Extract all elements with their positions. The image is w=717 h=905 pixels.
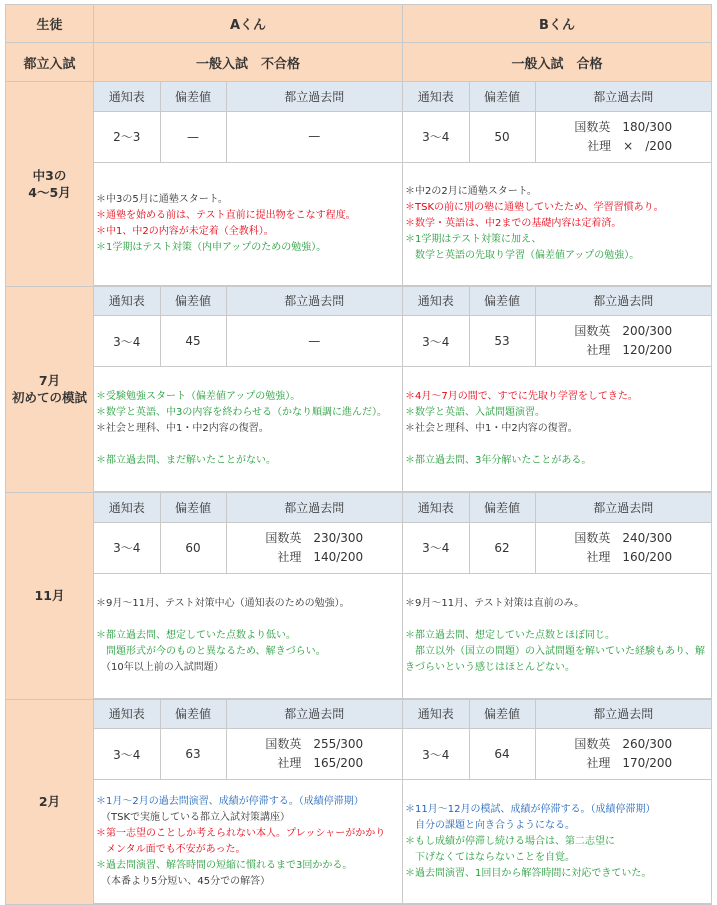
deviation-value: — [160, 111, 226, 162]
report-header: 通知表 [94, 493, 160, 522]
past-exam-value [226, 729, 402, 780]
note-line: 問題形式が今のものと異なるため、解きづらい。 [96, 645, 326, 657]
note-line: ＊1学期はテスト対策（内申アップのための勉強）。 [96, 241, 327, 253]
deviation-value: 63 [160, 729, 226, 780]
past-exam-header: 都立過去問 [226, 700, 402, 729]
report-header: 通知表 [403, 493, 469, 522]
exam-label: 都立入試 [6, 43, 94, 82]
notes [94, 780, 402, 904]
deviation-header: 偏差値 [469, 493, 535, 522]
period-label-line: 初めての模試 [11, 390, 87, 406]
notes [403, 367, 711, 492]
note-line: 下げなくてはならないことを自覚。 [405, 851, 575, 863]
note-line: ＊都立過去問、想定していた点数より低い。 [96, 629, 296, 641]
note-line: ＊数学と英語、入試問題演習。 [405, 407, 545, 418]
note-line: ＊中1、中2の内容が未定着（全教科）。 [96, 225, 274, 237]
report-header: 通知表 [403, 82, 469, 111]
student-b-cell [403, 699, 712, 905]
past-exam-value [535, 111, 711, 162]
deviation-value: 50 [469, 111, 535, 162]
past-exam-header: 都立過去問 [226, 493, 402, 522]
student-b-cell [403, 286, 712, 493]
deviation-value: 64 [469, 729, 535, 780]
past-exam-score-line: 社理 120/200 [586, 343, 673, 357]
period-label-line: 2月 [38, 794, 61, 810]
note-line: 数学と英語の先取り学習（偏差値アップの勉強）。 [405, 249, 640, 261]
note-line: ＊中2の2月に通塾スタート。 [405, 185, 537, 197]
note-line: 都立以外（国立の問題）の入試問題を解いていた経験もあり、解 [405, 645, 705, 657]
report-value: 3〜4 [403, 522, 469, 573]
past-exam-score-line: 社理 × /200 [587, 138, 673, 153]
report-header: 通知表 [94, 82, 160, 111]
past-exam-scores [574, 735, 672, 773]
report-header: 通知表 [94, 700, 160, 729]
past-exam-value [535, 522, 711, 573]
note-line: ＊受験勉強スタート（偏差値アップの勉強）。 [96, 391, 301, 402]
report-value: 3〜4 [403, 111, 469, 162]
deviation-value: 62 [469, 522, 535, 573]
notes [94, 367, 402, 492]
note-line: ＊数学と英語、中3の内容を終わらせる（かなり順調に進んだ）。 [96, 407, 388, 418]
note-line: （TSKで実施している都立入試対策講座） [96, 811, 291, 823]
note-line: ＊9月〜11月、テスト対策中心（通知表のための勉強）。 [96, 597, 350, 609]
note-line [96, 612, 398, 628]
note-line: ＊もし成績が停滞し続ける場合は、第二志望に [405, 835, 615, 847]
comparison-table [5, 4, 712, 905]
note-line: ＊過去問演習、1回目から解答時間に対応できていた。 [405, 867, 652, 879]
deviation-header: 偏差値 [469, 287, 535, 316]
past-exam-value [535, 729, 711, 780]
notes [403, 162, 711, 285]
note-line: ＊都立過去問、想定していた点数とほぼ同じ。 [405, 629, 615, 641]
past-exam-score-line: 国数英 260/300 [574, 737, 673, 751]
past-exam-score-line: — [308, 129, 321, 143]
past-exam-score-line: 国数英 255/300 [265, 737, 364, 751]
past-exam-scores [308, 332, 320, 351]
note-line: ＊第一志望のことしか考えられない本人。プレッシャーがかかり [96, 827, 386, 839]
deviation-header: 偏差値 [469, 82, 535, 111]
past-exam-score-line: 社理 140/200 [277, 549, 364, 564]
student-a-cell [94, 82, 403, 287]
note-line: ＊社会と理科、中1・中2内容の復習。 [96, 423, 269, 434]
period-label-line: 7月 [38, 373, 61, 389]
note-line: ＊11月〜12月の模試、成績が停滞する。（成績停滞期） [405, 803, 656, 815]
note-line: ＊9月〜11月、テスト対策は直前のみ。 [405, 597, 585, 609]
notes [94, 162, 402, 285]
note-line: ＊1月〜2月の過去問演習、成績が停滞する。（成績停滞期） [96, 795, 364, 807]
note-line: （本番より5分短い、45分での解答） [96, 875, 271, 887]
report-value: 3〜4 [94, 316, 160, 367]
deviation-header: 偏差値 [160, 700, 226, 729]
note-line: ＊TSKの前に別の塾に通塾していたため、学習習慣あり。 [405, 201, 664, 213]
period-label-line: 4〜5月 [28, 184, 71, 200]
past-exam-value [535, 316, 711, 367]
deviation-header: 偏差値 [160, 287, 226, 316]
report-header: 通知表 [403, 287, 469, 316]
past-exam-value [226, 111, 402, 162]
note-line [96, 437, 398, 453]
past-exam-score-line: 国数英 230/300 [265, 530, 364, 545]
past-exam-score-line: 社理 170/200 [586, 756, 673, 770]
period-row [6, 286, 712, 493]
deviation-header: 偏差値 [160, 493, 226, 522]
note-line: ＊都立過去問、まだ解いたことがない。 [96, 455, 276, 466]
past-exam-header: 都立過去問 [535, 82, 711, 111]
period-row [6, 82, 712, 287]
period-july-label [6, 286, 94, 493]
student-a-cell [94, 286, 403, 493]
past-exam-score-line: 社理 160/200 [586, 549, 673, 564]
exam-result-b: 一般入試 合格 [403, 43, 712, 82]
note-line: ＊都立過去問、3年分解いたことがある。 [405, 455, 592, 466]
note-line: 自分の課題と向き合うようになる。 [405, 819, 575, 831]
past-exam-scores [265, 529, 363, 567]
student-b-cell [403, 493, 712, 700]
past-exam-score-line: 社理 165/200 [277, 756, 364, 770]
past-exam-scores [574, 529, 672, 567]
report-header: 通知表 [403, 700, 469, 729]
note-line: ＊社会と理科、中1・中2内容の復習。 [405, 423, 578, 434]
report-value: 2〜3 [94, 111, 160, 162]
student-a-cell [94, 493, 403, 700]
report-value: 3〜4 [94, 729, 160, 780]
note-line: ＊中3の5月に通塾スタート。 [96, 193, 228, 205]
deviation-header: 偏差値 [160, 82, 226, 111]
period-row [6, 493, 712, 700]
past-exam-header: 都立過去問 [535, 493, 711, 522]
notes [403, 780, 711, 904]
past-exam-score-line: 国数英 240/300 [574, 530, 673, 545]
note-line: ＊過去問演習、解答時間の短縮に慣れるまで3回かかる。 [96, 859, 353, 871]
deviation-value: 53 [469, 316, 535, 367]
note-line: ＊1学期はテスト対策に加え、 [405, 233, 542, 245]
note-line: ＊4月〜7月の間で、すでに先取り学習をしてきた。 [405, 391, 638, 402]
past-exam-scores [308, 127, 320, 146]
exam-result-a: 一般入試 不合格 [94, 43, 403, 82]
student-a-cell [94, 699, 403, 905]
past-exam-header: 都立過去問 [226, 82, 402, 111]
period-february-label [6, 699, 94, 905]
past-exam-scores [574, 322, 672, 360]
past-exam-value [226, 522, 402, 573]
period-row [6, 699, 712, 905]
note-line: ＊数学・英語は、中2までの基礎内容は定着済。 [405, 217, 622, 229]
deviation-value: 45 [160, 316, 226, 367]
note-line: メンタル面でも不安があった。 [96, 843, 246, 855]
period-november-label [6, 493, 94, 700]
report-value: 3〜4 [94, 522, 160, 573]
note-line: （10年以上前の入試問題） [96, 661, 224, 673]
deviation-header: 偏差値 [469, 700, 535, 729]
student-b-header: Bくん [403, 5, 712, 43]
past-exam-score-line: 国数英 180/300 [574, 119, 673, 134]
report-header: 通知表 [94, 287, 160, 316]
period-label-line: 中3の [32, 167, 67, 183]
student-a-header: Aくん [94, 5, 403, 43]
past-exam-score-line: — [308, 333, 321, 348]
report-value: 3〜4 [403, 316, 469, 367]
student-label: 生徒 [6, 5, 94, 43]
student-b-cell [403, 82, 712, 287]
period-label-line: 11月 [34, 588, 65, 604]
period-apr-may-label [6, 82, 94, 287]
past-exam-scores [574, 118, 672, 156]
report-value: 3〜4 [403, 729, 469, 780]
notes [94, 573, 402, 698]
past-exam-score-line: 国数英 200/300 [574, 324, 673, 338]
notes [403, 573, 711, 698]
past-exam-header: 都立過去問 [226, 287, 402, 316]
note-line: ＊通塾を始める前は、テスト直前に提出物をこなす程度。 [96, 209, 356, 221]
note-line [405, 437, 707, 453]
deviation-value: 60 [160, 522, 226, 573]
past-exam-value [226, 316, 402, 367]
past-exam-scores [265, 735, 363, 773]
past-exam-header: 都立過去問 [535, 700, 711, 729]
note-line: きづらいという感じはほとんどない。 [405, 661, 575, 673]
note-line [405, 612, 707, 628]
past-exam-header: 都立過去問 [535, 287, 711, 316]
